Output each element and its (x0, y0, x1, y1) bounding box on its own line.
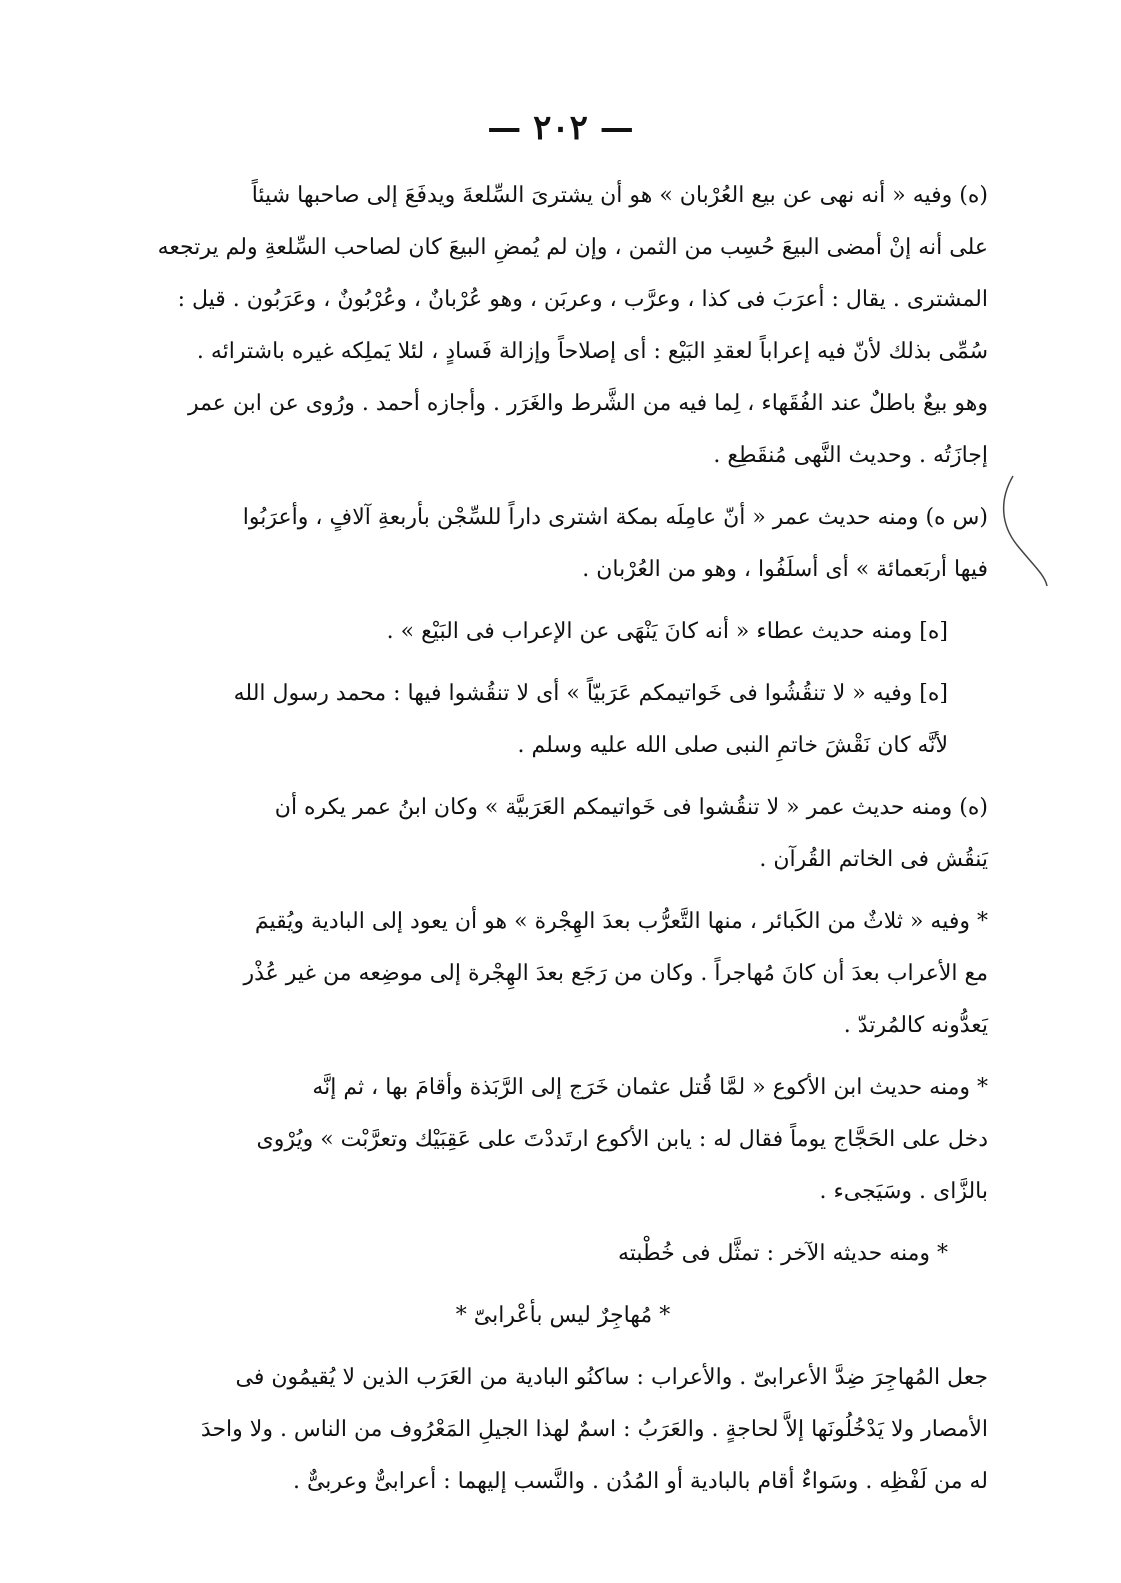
entry-paragraph (138, 170, 988, 482)
text-line: على أنه إنْ أمضى البيعَ حُسِب من الثمن ، وإن لم يُمضِ البيعَ كان لصاحب السِّلعةِ ولم يرتجعه (157, 235, 988, 260)
text-line: * مُهاجِرٌ ليس بأعْرابىّ * (455, 1303, 671, 1328)
entry-paragraph (138, 492, 988, 596)
entry-paragraph (138, 896, 988, 1052)
margin-pen-mark (995, 470, 1055, 590)
text-line: * ومنه حديثه الآخر : تمثَّل فى خُطْبته (617, 1241, 948, 1266)
entry-paragraph (138, 1062, 988, 1218)
entry-paragraph (138, 1352, 988, 1508)
text-line: بالزَّاى . وسَيَجىء . (819, 1179, 988, 1204)
text-line: (ه) وفيه « أنه نهى عن بيع العُرْبان » هو أن يشترىَ السِّلعةَ ويدفَعَ إلى صاحبها شيئاً (251, 183, 988, 208)
verse-line (138, 1290, 988, 1342)
text-line: وهو بيعٌ باطلٌ عند الفُقَهاء ، لِما فيه من الشَّرط والغَرَر . وأجازه أحمد . ورُوى عن ابن عمر (187, 391, 988, 416)
text-line: فيها أربَعمائة » أى أسلَفُوا ، وهو من العُرْبان . (582, 557, 988, 582)
entry-paragraph (138, 782, 988, 886)
text-line: لأنَّه كان نَقْشَ خاتمِ النبى صلى الله عليه وسلم . (517, 733, 948, 758)
text-line: يَنقُش فى الخاتم القُرآن . (759, 847, 988, 872)
text-line: (س ه) ومنه حديث عمر « أنّ عامِلَه بمكة اشترى داراً للسِّجْن بأربعةِ آلافٍ ، وأعرَبُوا (242, 505, 988, 530)
text-line: الأمصار ولا يَدْخُلُونَها إلاَّ لحاجةٍ . والعَرَبُ : اسمٌ لهذا الجيلِ المَعْرُوف من الناس . ولا واحدَ (200, 1417, 988, 1442)
entry-paragraph (138, 668, 988, 772)
text-line: مع الأعراب بعدَ أن كانَ مُهاجراً . وكان من رَجَع بعدَ الهِجْرة إلى موضِعه من غير عُذْر (243, 961, 988, 986)
text-line: يَعدُّونه كالمُرتدّ . (843, 1013, 988, 1038)
text-line: له من لَفْظِه . وسَواءٌ أقام بالبادية أو المُدُن . والنَّسب إليهما : أعرابىٌّ وعربىٌّ . (292, 1469, 988, 1494)
page-number: — ٢٠٢ — (487, 108, 634, 148)
text-line: إجازَتُه . وحديث النَّهى مُنقَطِع . (713, 443, 988, 468)
text-line: المشترى . يقال : أعرَبَ فى كذا ، وعرَّب ، وعربَن ، وهو عُرْبانٌ ، وعُرْبُونٌ ، وعَرَبُون . قيل : (177, 287, 988, 312)
entry-paragraph (138, 1228, 988, 1280)
text-line: جعل المُهاجِرَ ضِدَّ الأعرابىّ . والأعراب : ساكنُو البادية من العَرَب الذين لا يُقيمُون فى (235, 1365, 988, 1390)
body-text (138, 170, 988, 1518)
text-line: (ه) ومنه حديث عمر « لا تنقُشوا فى خَواتيمكم العَرَبيَّة » وكان ابنُ عمر يكره أن (274, 795, 988, 820)
entry-paragraph (138, 606, 988, 658)
text-line: [ه] وفيه « لا تنقُشُوا فى خَواتيمكم عَرَبيّاً » أى لا تنقُشوا فيها : محمد رسول الله (233, 681, 948, 706)
text-line: سُمِّى بذلك لأنّ فيه إعراباً لعقدِ البَيْع : أى إصلاحاً وإزالة فَسادٍ ، لئلا يَملِكه غيره باشترائه . (196, 339, 988, 364)
text-line: دخل على الحَجَّاج يوماً فقال له : يابن الأكوع ارتَددْتَ على عَقِبَيْك وتعرَّبْت » ويُرْوى (256, 1127, 988, 1152)
text-line: [ه] ومنه حديث عطاء « أنه كانَ يَنْهَى عن الإعراب فى البَيْع » . (386, 619, 948, 644)
text-line: * وفيه « ثلاثٌ من الكَبائر ، منها التَّعرُّب بعدَ الهِجْرة » هو أن يعود إلى البادية ويُقيمَ (254, 909, 988, 934)
text-line: * ومنه حديث ابن الأكوع « لمَّا قُتل عثمان خَرَج إلى الرَّبَذة وأقامَ بها ، ثم إنَّه (312, 1075, 988, 1100)
